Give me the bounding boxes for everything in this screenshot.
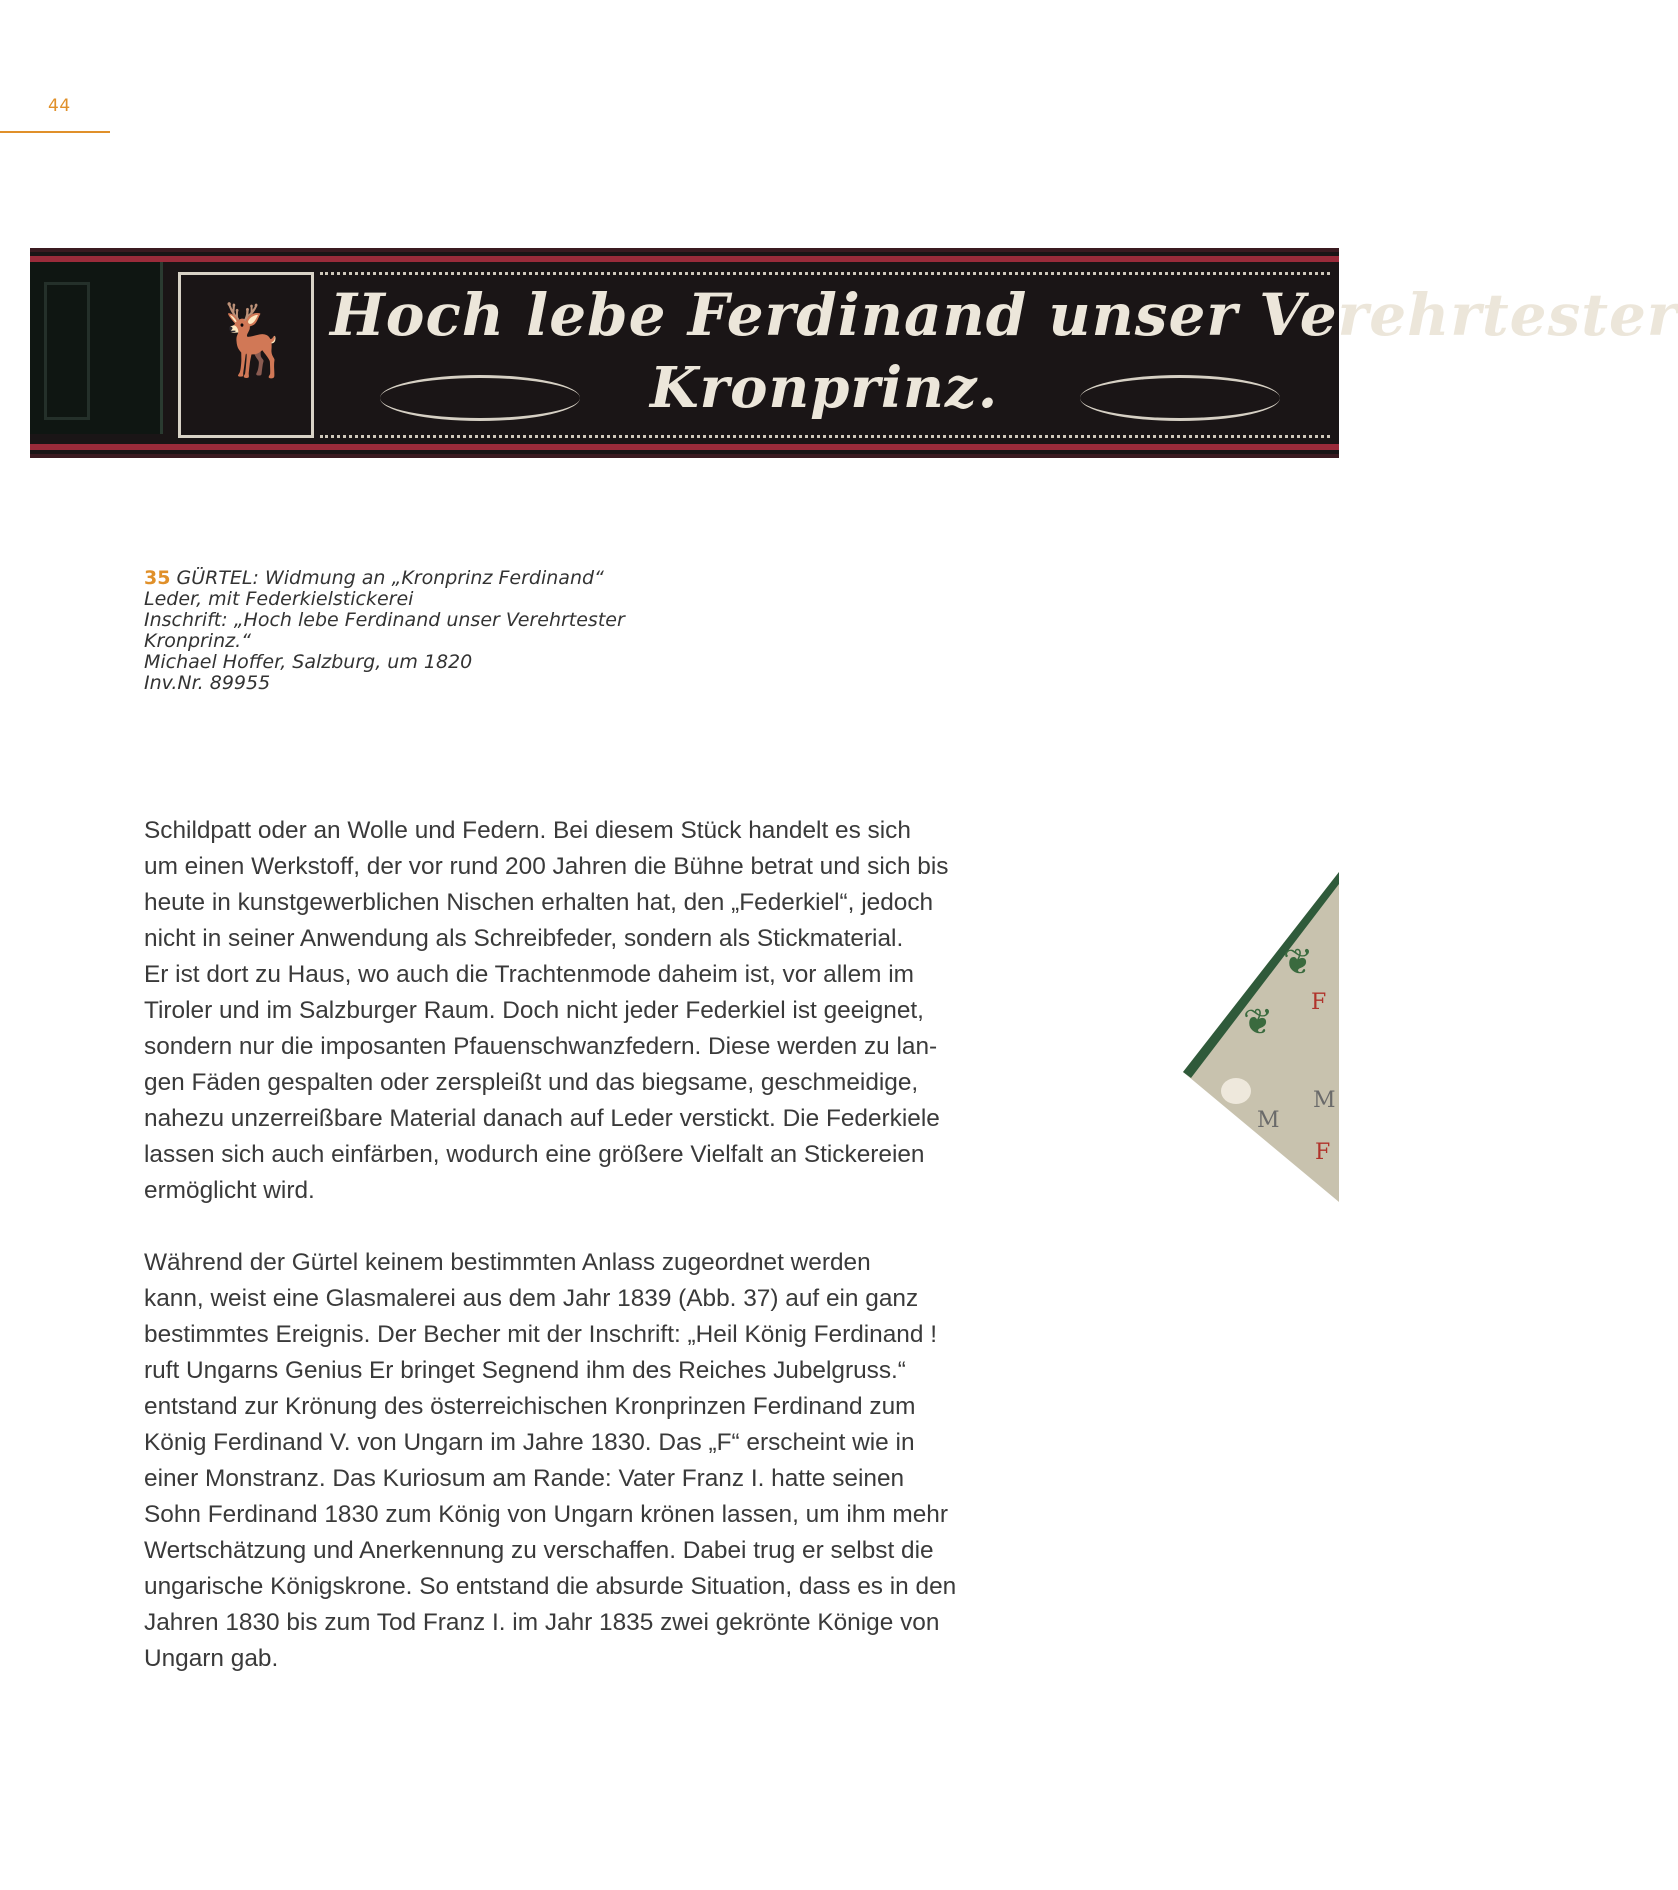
text-line: einer Monstranz. Das Kuriosum am Rande: Vater Franz I. hatte seinen — [144, 1465, 905, 1492]
paragraph-1 — [144, 813, 1024, 1209]
belt-deer-panel — [178, 272, 314, 438]
text-line: bestimmtes Ereignis. Der Becher mit der Inschrift: „Heil König Ferdinand ! — [144, 1321, 937, 1348]
paragraph-2 — [144, 1245, 1024, 1677]
text-line: nicht in seiner Anwendung als Schreibfeder, sondern als Stickmaterial. — [144, 925, 904, 952]
body-text — [144, 813, 1024, 1677]
text-line: Er ist dort zu Haus, wo auch die Trachtenmode daheim ist, vor allem im — [144, 961, 914, 988]
caption-line: Inv.Nr. 89955 — [144, 672, 271, 694]
page-number: 44 — [48, 96, 71, 116]
flourish-right — [1080, 375, 1280, 421]
belt-photo — [30, 248, 1678, 458]
deer-icon: 🦌 — [211, 299, 299, 381]
cloth-letter: M — [1313, 1088, 1336, 1113]
caption-line: Kronprinz.“ — [144, 630, 251, 652]
cloth-letter: F — [1311, 990, 1327, 1015]
cloth-letter: F — [1315, 1140, 1331, 1165]
text-line: Ungarn gab. — [144, 1645, 279, 1672]
text-line: ungarische Königskrone. So entstand die absurde Situation, dass es in den — [144, 1573, 957, 1600]
belt-inscription-line1: Hoch lebe Ferdinand unser Verehrtester — [330, 281, 1678, 349]
text-line: Wertschätzung und Anerkennung zu verschaffen. Dabei trug er selbst die — [144, 1537, 934, 1564]
text-line: ruft Ungarns Genius Er bringet Segnend ihm des Reiches Jubelgruss.“ — [144, 1357, 906, 1384]
text-line: sondern nur die imposanten Pfauenschwanzfedern. Diese werden zu lan- — [144, 1033, 938, 1060]
leaf-icon: ❦ — [1283, 942, 1314, 983]
page-number-rule — [0, 131, 110, 133]
text-line: entstand zur Krönung des österreichischen Kronprinzen Ferdinand zum — [144, 1393, 916, 1420]
text-line: Schildpatt oder an Wolle und Federn. Bei diesem Stück handelt es sich — [144, 817, 911, 844]
text-line: König Ferdinand V. von Ungarn im Jahre 1830. Das „F“ erscheint wie in — [144, 1429, 915, 1456]
text-line: gen Fäden gespalten oder zerspleißt und das biegsame, geschmeidige, — [144, 1069, 919, 1096]
caption-title-line — [144, 568, 704, 589]
belt-inscription-line2: Kronprinz. — [650, 355, 999, 421]
figure-caption — [144, 568, 704, 694]
text-line: heute in kunstgewerblichen Nischen erhalten hat, den „Federkiel“, jedoch — [144, 889, 934, 916]
text-line: kann, weist eine Glasmalerei aus dem Jahr 1839 (Abb. 37) auf ein ganz — [144, 1285, 919, 1312]
text-line: Jahren 1830 bis zum Tod Franz I. im Jahr 1835 zwei gekrönte Könige von — [144, 1609, 940, 1636]
cloth-stamp — [1221, 1078, 1251, 1104]
text-line: um einen Werkstoff, der vor rund 200 Jahren die Bühne betrat und sich bis — [144, 853, 949, 880]
text-line: lassen sich auch einfärben, wodurch eine größere Vielfalt an Stickereien — [144, 1141, 925, 1168]
cloth-letter: M — [1257, 1108, 1280, 1133]
leaf-icon: ❦ — [1243, 1002, 1274, 1043]
text-line: Tiroler und im Salzburger Raum. Doch nicht jeder Federkiel ist geeignet, — [144, 997, 924, 1024]
text-line: Sohn Ferdinand 1830 zum König von Ungarn krönen lassen, um ihm mehr — [144, 1501, 948, 1528]
belt-buckle — [30, 262, 163, 434]
caption-title: GÜRTEL: Widmung an „Kronprinz Ferdinand“ — [170, 567, 604, 589]
text-line: nahezu unzerreißbare Material danach auf Leder verstickt. Die Federkiele — [144, 1105, 940, 1132]
text-line: ermöglicht wird. — [144, 1177, 315, 1204]
belt-embroidery-panel — [320, 272, 1678, 438]
caption-line: Michael Hoffer, Salzburg, um 1820 — [144, 651, 473, 673]
embroidered-cloth-photo — [1183, 872, 1339, 1202]
flourish-left — [380, 375, 580, 421]
figure-number: 35 — [144, 567, 171, 589]
caption-line: Leder, mit Federkielstickerei — [144, 588, 414, 610]
text-line: Während der Gürtel keinem bestimmten Anlass zugeordnet werden — [144, 1249, 871, 1276]
caption-line: Inschrift: „Hoch lebe Ferdinand unser Verehrtester — [144, 609, 625, 631]
